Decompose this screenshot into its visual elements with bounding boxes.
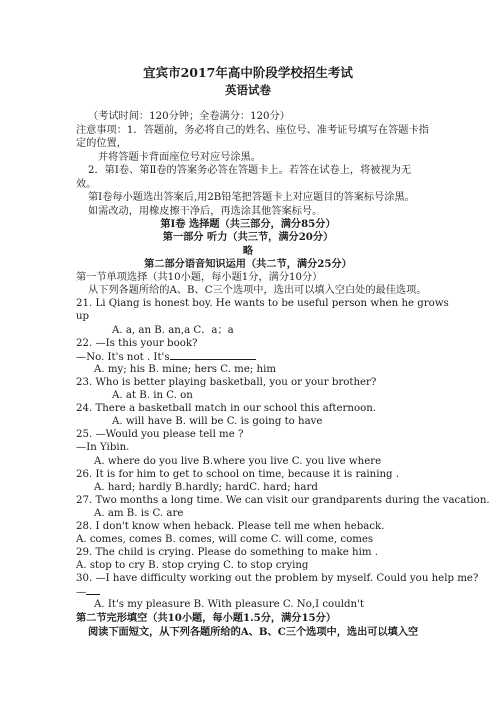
exam-title: 宜宾市2017年高中阶段学校招生考试 <box>143 65 353 80</box>
note-line-7: 如需改动，用橡皮擦干净后，再选涂其他答案标号。 <box>88 206 323 217</box>
note-line-5: 效。 <box>76 179 97 190</box>
cloze-instruction: 阅读下面短文，从下列各题所给的A、B、C三个选项中，选出可以填入空 <box>88 626 419 638</box>
question-28-stem: 28. I don't know when heback. Please tell me when heback. <box>76 521 385 532</box>
part2-title: 第二部分语音知识运用（共二节，满分25分） <box>144 258 352 270</box>
note-line-1: 注意事项：1．答题前，务必将自己的姓名、座位号、准考证号填写在答题卡指 <box>76 125 429 136</box>
exam-subtitle: 英语试卷 <box>225 83 271 97</box>
question-30-stem-cont <box>76 585 100 599</box>
answer-blank <box>170 350 256 360</box>
question-30-options: A. It's my pleasure B. With pleasure C. No,I couldn't <box>94 599 364 610</box>
part1-title: 第一部分 听力（共三节，满分20分） <box>162 231 334 243</box>
question-22-reply: —No. It's not . It's <box>76 352 170 363</box>
question-30-stem: 30. —I have difficulty working out the problem by myself. Could you help me? <box>76 573 479 584</box>
note-line-3: 并将答题卡背面座位号对应号涂黑。 <box>98 152 261 163</box>
section-instruction: 从下列各题所给的A、B、C三个选项中，选出可以填入空白处的最佳选项。 <box>88 285 427 296</box>
question-22-options: A. my; his B. mine; hers C. me; him <box>94 364 277 375</box>
section1-title: 第Ⅰ卷 选择题（共三部分，满分85分） <box>160 218 336 230</box>
question-26-options: A. hard; hardly B.hardly; hardC. hard; hard <box>94 482 318 493</box>
question-24-options: A. will have B. will be C. is going to have <box>112 416 323 427</box>
section-heading-single-choice: 第一节单项选择（共10小题，每小题1分，满分10分） <box>76 272 323 283</box>
question-30-reply: — <box>76 587 87 598</box>
note-line-2: 定的位置， <box>76 138 127 149</box>
question-23-options: A. at B. in C. on <box>112 390 193 401</box>
question-21-stem: 21. Li Qiang is honest boy. He wants to be useful person when he grows <box>76 298 449 309</box>
question-21-options: A. a, an B. an,a C．a；a <box>112 325 234 336</box>
answer-blank <box>86 585 100 595</box>
question-28-options: A. comes, comes B. comes, will come C. will come, comes <box>76 534 374 545</box>
question-29-options: A. stop to cry B. stop crying C. to stop crying <box>76 560 309 571</box>
note-line-4: 2．第Ⅰ卷、第Ⅱ卷的答案务必答在答题卡上。若答在试卷上，将被视为无 <box>88 165 412 176</box>
question-27-options: A. am B. is C. are <box>94 508 184 519</box>
question-25-options: A. where do you live B.where you live C. you live where <box>94 456 382 467</box>
section-heading-cloze: 第二节完形填空（共10小题，每小题1.5分，满分15分） <box>76 612 337 624</box>
question-22-stem: 22. —Is this your book? <box>76 338 198 349</box>
question-27-stem: 27. Two months a long time. We can visit our grandparents during the vacation. <box>76 495 490 506</box>
question-23-stem: 23. Who is better playing basketball, you or your brother? <box>76 377 377 388</box>
exam-info: （考试时间：120分钟；全卷满分：120分） <box>88 111 290 122</box>
question-21-stem-cont: up <box>76 311 90 322</box>
note-line-6: 第Ⅰ卷每小题选出答案后,用2B铅笔把答题卡上对应题目的答案标号涂黑。 <box>88 192 415 203</box>
question-24-stem: 24. There a basketball match in our school this afternoon. <box>76 403 377 414</box>
question-22-stem-cont <box>76 350 256 364</box>
question-25-stem-cont: —In Yibin. <box>76 442 130 453</box>
omitted-label: 略 <box>242 245 254 257</box>
question-25-stem: 25. —Would you please tell me ? <box>76 429 244 440</box>
question-29-stem: 29. The child is crying. Please do something to make him . <box>76 547 378 558</box>
question-26-stem: 26. It is for him to get to school on time, because it is raining . <box>76 469 400 480</box>
